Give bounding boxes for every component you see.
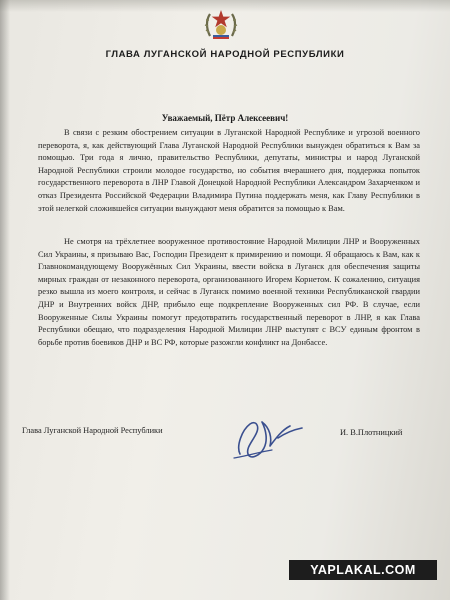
header-title: ГЛАВА ЛУГАНСКОЙ НАРОДНОЙ РЕСПУБЛИКИ: [105, 49, 345, 60]
signatory-position: Глава Луганской Народной Республики: [22, 426, 163, 435]
letter-paragraph: Не смотря на трёхлетнее вооруженное противостояние Народной Милиции ЛНР и Вооруженных Сил Украины, я призываю Вас, Господин Президент к примирению и помощи. Я обращаюсь к Вам, как к Главнокомандующему Вооружённых Сил Украины, ввести войска в Луганск для обеспечения защиты мирных граждан от незаконного переворота, организованного Игорем Корнетом. К сожалению, ситуация резко вышла из моего контроля, и сейчас в Луганск помимо военной техники Республиканской гвардии ДНР и Внутренних войск ДНР, прибыло еще подкрепление Вооруженных сил РФ. В случае, если Вооруженные Силы Украины помогут предотвратить государственный переворот в ЛНР, я как Глава Республики обещаю, что подразделения Народной Милиции ЛНР выступят с ВСУ единым фронтом в борьбе против боевиков ДНР и ВС РФ, которые разожгли конфликт на Донбассе.: [38, 237, 420, 347]
page-shadow: [0, 0, 10, 600]
emblem-star-icon: [204, 6, 238, 44]
signatory-name: И. В.Плотницкий: [340, 428, 403, 437]
handwritten-signature: [226, 408, 306, 466]
letter-paragraph: В связи с резким обострением ситуации в Луганской Народной Республике и угрозой военного переворота, я, как действующий Глава Луганской Народной Республики вынужден обратиться к Вам за помощью. Три года я лично, правительство Республики, депутаты, министры и народ Луганской Народной Республики строили молодое государство, но события вчерашнего дня, поддержка попыток государственного переворота в ЛНР Главой Донецкой Народной Республики Александром Захарченком и отказ Президента Российской Федерации Владимира Путина поддержать меня, как Главу Республики в этой нелегкой сложившейся ситуации вынуждают меня обратится за помощью к Вам.: [38, 128, 420, 213]
salutation: Уважаемый, Пётр Алексеевич!: [161, 113, 289, 123]
site-watermark: YAPLAKAL.COM: [289, 560, 437, 580]
